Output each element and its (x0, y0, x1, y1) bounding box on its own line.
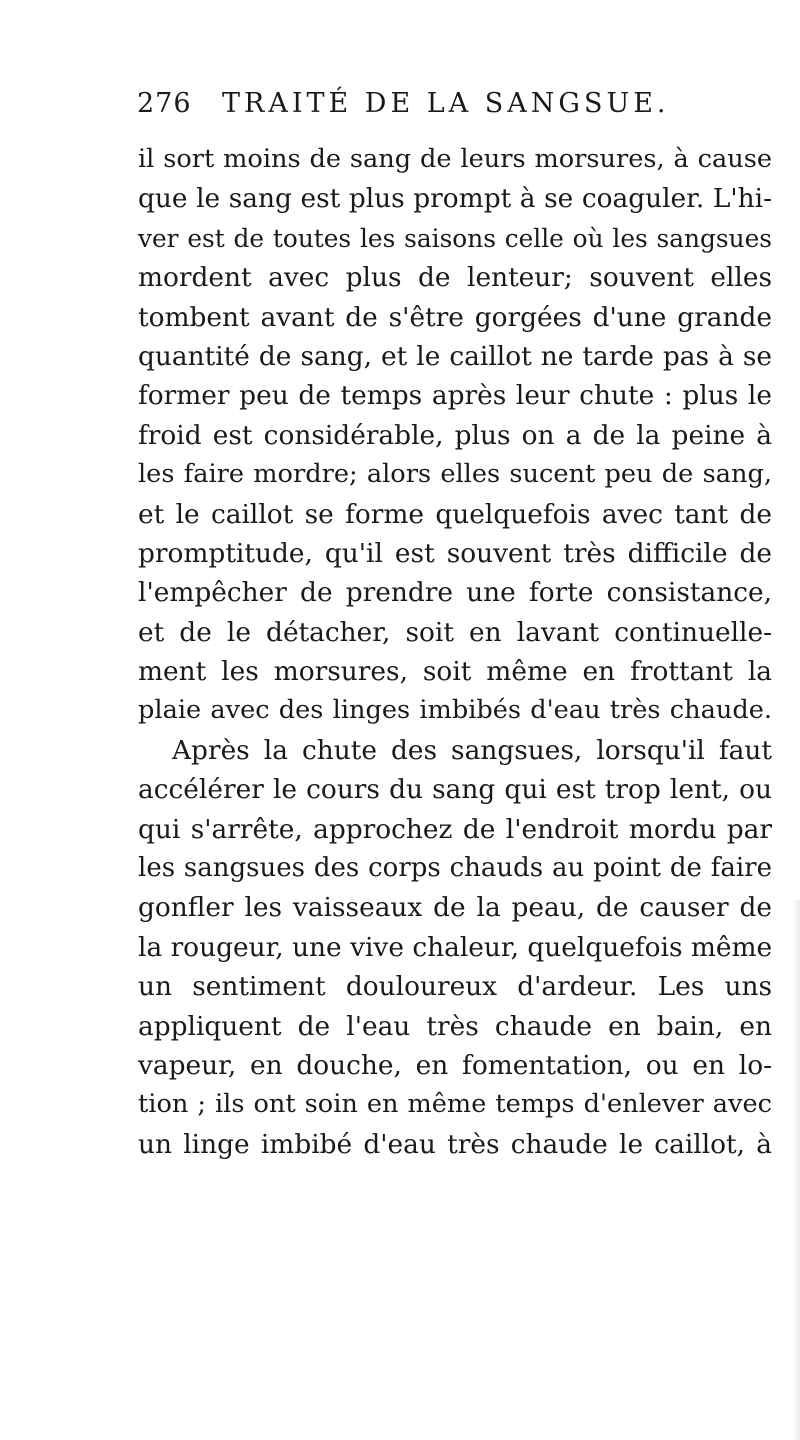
text-line: froid est considérable, plus on a de la peine à (138, 419, 772, 451)
text-line: plaie avec des linges imbibés d'eau très chaude. (138, 695, 772, 726)
text-line-paragraph-start: Après la chute des sangsues, lorsqu'il faut (172, 734, 772, 766)
text-line: tombent avant de s'être gorgées d'une grande (138, 301, 772, 333)
text-line: l'empêcher de prendre une forte consistance, (138, 577, 772, 609)
text-line: quantité de sang, et le caillot ne tarde pas à se (138, 340, 772, 372)
text-line: les faire mordre; alors elles sucent peu de sang, (138, 459, 772, 490)
text-line: un linge imbibé d'eau très chaude le caillot, à (138, 1128, 772, 1160)
text-line: vapeur, en douche, en fomentation, ou en lo- (138, 1049, 772, 1081)
text-line: former peu de temps après leur chute : plus le (138, 380, 772, 412)
text-line: ment les morsures, soit même en frottant la (138, 656, 772, 688)
text-line: qui s'arrête, approchez de l'endroit mordu par (138, 813, 772, 845)
text-line: que le sang est plus prompt à se coaguler. L'hi- (138, 183, 772, 215)
page-header (137, 88, 737, 128)
body-text (138, 140, 772, 1164)
text-line: accélérer le cours du sang qui est trop lent, ou (138, 774, 772, 806)
text-line: il sort moins de sang de leurs morsures, à cause (138, 144, 772, 174)
running-head: TRAITÉ DE LA SANGSUE. (222, 88, 670, 119)
text-line: ver est de toutes les saisons celle où les sangsues (138, 223, 772, 253)
text-line: tion ; ils ont soin en même temps d'enlever avec (138, 1089, 772, 1120)
text-line: appliquent de l'eau très chaude en bain, en (138, 1010, 772, 1042)
text-line: et le caillot se forme quelquefois avec tant de (138, 498, 772, 530)
text-line: les sangsues des corps chauds au point de faire (138, 853, 772, 884)
text-line: un sentiment douloureux d'ardeur. Les uns (138, 971, 772, 1003)
text-line: mordent avec plus de lenteur; souvent elles (138, 262, 772, 294)
page-number: 276 (137, 88, 192, 119)
text-line: gonfler les vaisseaux de la peau, de causer de (138, 892, 772, 924)
text-line: promptitude, qu'il est souvent très difficile de (138, 537, 772, 569)
text-line: et de le détacher, soit en lavant continuelle- (138, 616, 772, 648)
page-edge-shadow (792, 900, 800, 1440)
text-line: la rougeur, une vive chaleur, quelquefois même (138, 931, 773, 963)
